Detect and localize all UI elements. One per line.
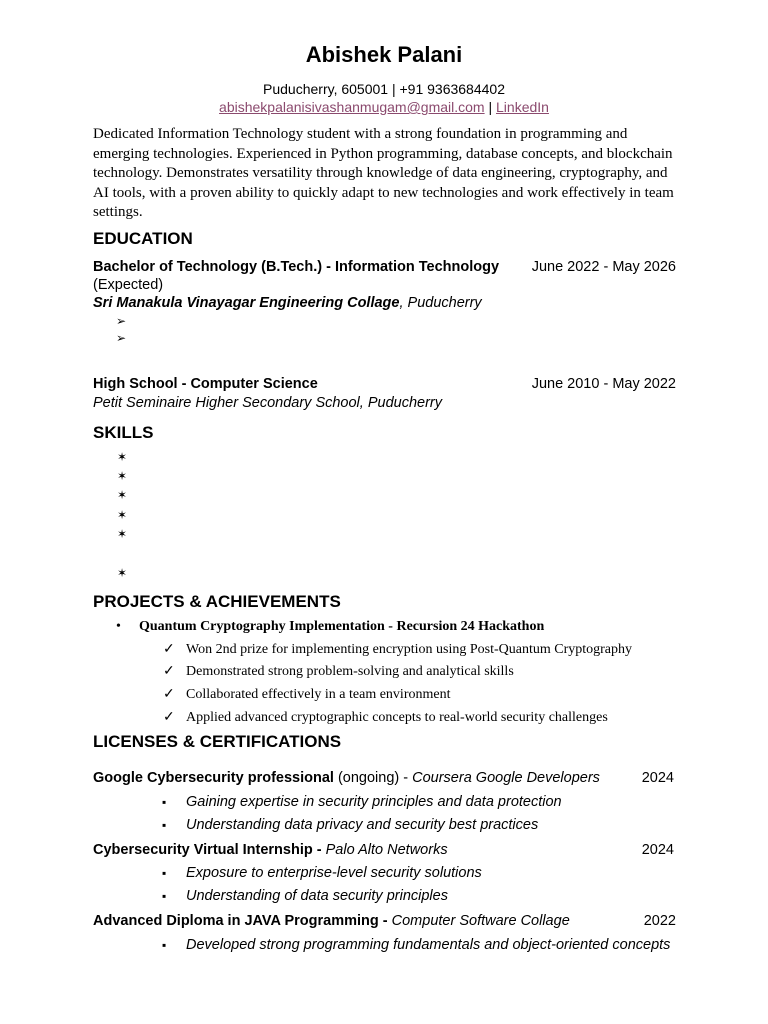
cert-item: Developed strong programming fundamentals and object-oriented concepts [186, 937, 671, 953]
links-line [0, 99, 768, 115]
project-title: Quantum Cryptography Implementation - Recursion 24 Hackathon [139, 619, 545, 634]
projects-heading: PROJECTS & ACHIEVEMENTS [93, 592, 341, 611]
skills-bullet: ✶ [117, 566, 128, 580]
check-icon: ✓ [163, 687, 175, 702]
cert-row-java [93, 913, 676, 929]
cert-item: Understanding data privacy and security best practices [186, 817, 539, 833]
education-heading: EDUCATION [93, 229, 193, 248]
cert-title: Cybersecurity Virtual Internship - [93, 842, 326, 858]
skills-bullet: ✶ [117, 450, 128, 464]
skills-bullet: ✶ [117, 527, 128, 541]
highschool-row [93, 376, 676, 392]
cert-issuer: Coursera Google Developers [412, 770, 600, 786]
skills-bullet: ✶ [117, 488, 128, 502]
linkedin-link[interactable]: LinkedIn [496, 99, 549, 115]
square-bullet: ▪ [162, 795, 167, 809]
btech-bullet-2: ➢ [116, 331, 127, 345]
check-icon: ✓ [163, 642, 175, 657]
project-item: Applied advanced cryptographic concepts to real-world security challenges [186, 710, 608, 725]
btech-dates: June 2022 - May 2026 [531, 259, 676, 275]
square-bullet: ▪ [162, 938, 167, 952]
cert-title: Advanced Diploma in JAVA Programming - [93, 913, 392, 929]
skills-bullet: ✶ [117, 508, 128, 522]
cert-status: (ongoing) - [333, 770, 413, 786]
skills-heading: SKILLS [93, 423, 154, 442]
summary-paragraph: Dedicated Information Technology student with a strong foundation in programming and emerging technologies. Experienced in Python programming, database concepts, and blockchain technology. Demonstrates versatility through knowledge of data engineering, cryptography, and AI tools, with a proven ability to quickly adapt to new technologies and work effectively in team settings. [93, 126, 674, 220]
btech-row [93, 259, 676, 275]
btech-school-line [93, 295, 482, 311]
cert-row-google [93, 770, 674, 786]
square-bullet: ▪ [162, 889, 167, 903]
btech-bullet-1: ➢ [116, 314, 127, 328]
cert-title: Google Cybersecurity professional [93, 770, 334, 786]
project-item: Demonstrated strong problem-solving and analytical skills [186, 664, 514, 679]
btech-degree: Bachelor of Technology (B.Tech.) - Information Technology [93, 259, 500, 275]
cert-year: 2024 [641, 842, 674, 858]
link-separator: | [484, 99, 497, 115]
check-icon: ✓ [163, 710, 175, 725]
square-bullet: ▪ [162, 818, 167, 832]
cert-item: Exposure to enterprise-level security solutions [186, 865, 482, 881]
cert-item: Gaining expertise in security principles and data protection [186, 794, 562, 810]
certifications-heading: LICENSES & CERTIFICATIONS [93, 732, 342, 751]
cert-item: Understanding of data security principles [186, 888, 448, 904]
candidate-name: Abishek Palani [305, 42, 463, 67]
square-bullet: ▪ [162, 866, 167, 880]
btech-location: , Puducherry [399, 295, 482, 311]
cert-year: 2024 [641, 770, 674, 786]
cert-row-paloalto [93, 842, 674, 858]
project-bullet: • [116, 619, 121, 634]
btech-school: Sri Manakula Vinayagar Engineering Collage [93, 295, 400, 311]
skills-bullet: ✶ [117, 469, 128, 483]
highschool-degree: High School - Computer Science [93, 376, 318, 392]
email-link[interactable]: abishekpalanisivashanmugam@gmail.com [219, 99, 485, 115]
project-item: Collaborated effectively in a team environment [186, 687, 451, 702]
cert-year: 2022 [643, 913, 676, 929]
check-icon: ✓ [163, 664, 175, 679]
highschool-dates: June 2010 - May 2022 [531, 376, 676, 392]
contact-line: Puducherry, 605001 | +91 9363684402 [263, 81, 505, 97]
highschool-school: Petit Seminaire Higher Secondary School, Puducherry [93, 395, 442, 411]
cert-issuer: Computer Software Collage [391, 913, 570, 929]
btech-expected: (Expected) [93, 277, 164, 293]
project-item: Won 2nd prize for implementing encryption using Post-Quantum Cryptography [186, 642, 633, 657]
cert-issuer: Palo Alto Networks [325, 842, 448, 858]
